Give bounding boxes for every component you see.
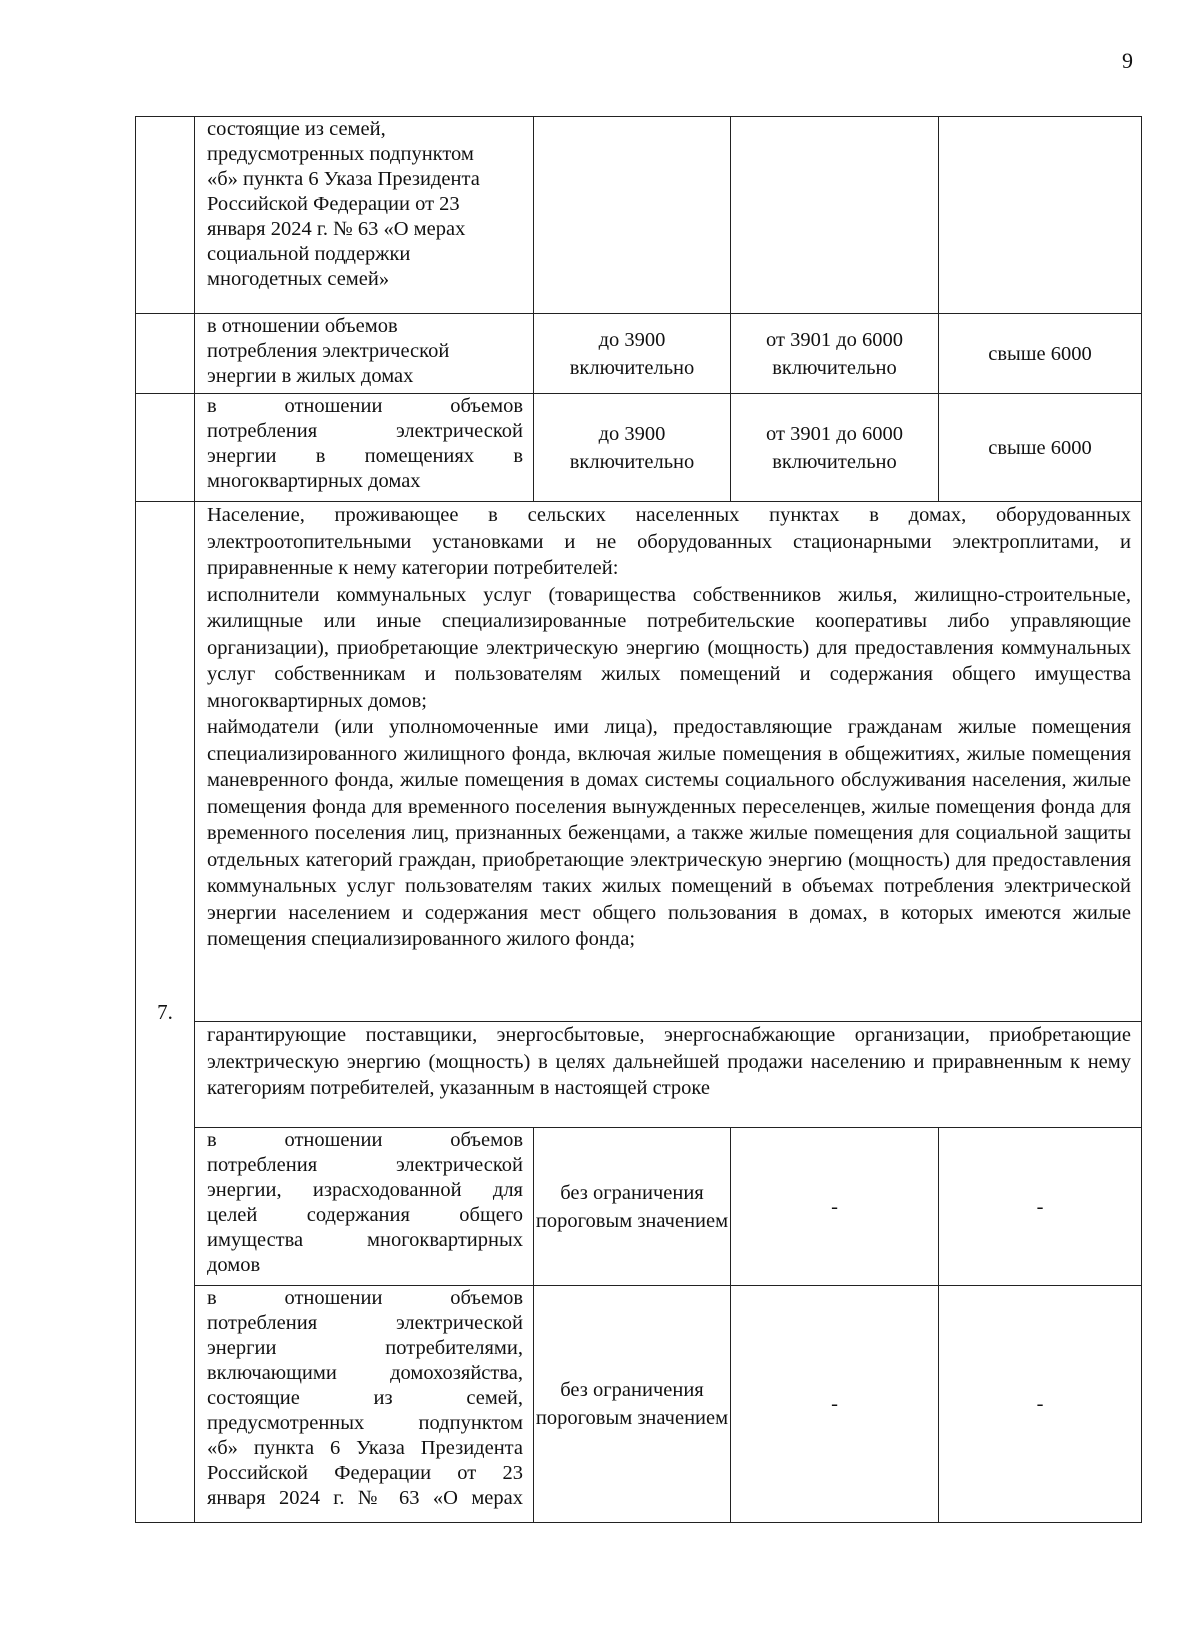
desc-line: многодетных семей» (207, 268, 390, 290)
page-number: 9 (1122, 48, 1133, 73)
threshold-range-2: - (731, 1286, 939, 1523)
category-description (195, 1286, 534, 1523)
desc-line: января 2024 г. № 63 «О мерах (207, 1487, 523, 1509)
desc-line: домов (207, 1254, 261, 1276)
category-paragraph: исполнители коммунальных услуг (товарищества собственников жилья, жилищно-строительные, жилищные или иные специализированные потребительские кооперативы либо управляющие организации), приобретающие электрическую энергию (мощность) для предоставления коммунальных услуг собственникам и пользователям жилых помещений и содержания общего имущества многоквартирных домов; (207, 583, 1131, 712)
desc-line: «б» пункта 6 Указа Президента (207, 168, 480, 190)
threshold-range-2: от 3901 до 6000 включительно (731, 394, 939, 502)
category-heading (195, 502, 1142, 1022)
category-description (195, 394, 534, 502)
desc-line: имущества многоквартирных (207, 1229, 523, 1251)
table-row (136, 1022, 1142, 1128)
desc-line: социальной поддержки (207, 243, 411, 265)
value-cell (731, 117, 939, 314)
desc-line: состоящие из семей, (207, 1387, 523, 1409)
desc-line: Российской Федерации от 23 (207, 1462, 523, 1484)
desc-line: энергии в жилых домах (207, 365, 414, 387)
threshold-range-1: без ограничения пороговым значением (534, 1128, 731, 1286)
desc-line: потребления электрической (207, 420, 523, 442)
threshold-range-1: без ограничения пороговым значением (534, 1286, 731, 1523)
table-row (136, 502, 1142, 1022)
value-cell (534, 117, 731, 314)
table-row (136, 117, 1142, 314)
threshold-range-2: от 3901 до 6000 включительно (731, 314, 939, 394)
category-description (195, 1128, 534, 1286)
table-row (136, 1286, 1142, 1523)
table-row (136, 394, 1142, 502)
desc-line: энергии в помещениях в (207, 445, 523, 467)
desc-line: целей содержания общего (207, 1204, 523, 1226)
table-row (136, 314, 1142, 394)
desc-line: предусмотренных подпунктом (207, 1412, 523, 1434)
desc-line: в отношении объемов (207, 1287, 523, 1309)
threshold-range-1: до 3900 включительно (534, 394, 731, 502)
desc-line: энергии, израсходованной для (207, 1179, 523, 1201)
suppliers-description (195, 1022, 1142, 1128)
desc-line: «б» пункта 6 Указа Президента (207, 1437, 523, 1459)
value-cell (939, 117, 1142, 314)
desc-line: потребления электрической (207, 1312, 523, 1334)
category-paragraph: наймодатели (или уполномоченные ими лица), предоставляющие гражданам жилые помещения специализированного жилищного фонда, включая жилые помещения в общежитиях, жилые помещения маневренного фонда, жилые помещения в домах системы социального обслуживания населения, жилые помещения фонда для временного поселения вынужденных переселенцев, жилые помещения фонда для временного поселения лиц, признанных беженцами, а также жилые помещения для социальной защиты отдельных категорий граждан, приобретающие электрическую энергию (мощность) для предоставления коммунальных услуг пользователям таких жилых помещений в объемах потребления электрической энергии населением и содержания мест общего пользования в домах, в которых имеются жилые помещения специализированного жилого фонда; (207, 716, 1131, 950)
desc-line: энергии потребителями, (207, 1337, 523, 1359)
threshold-range-1: до 3900 включительно (534, 314, 731, 394)
desc-line: потребления электрической (207, 340, 450, 362)
row-number-cell (136, 394, 195, 502)
threshold-range-3: - (939, 1286, 1142, 1523)
desc-line: состоящие из семей, (207, 118, 386, 140)
threshold-range-2: - (731, 1128, 939, 1286)
desc-line: в отношении объемов (207, 315, 398, 337)
threshold-range-3: свыше 6000 (939, 394, 1142, 502)
desc-line: января 2024 г. № 63 «О мерах (207, 218, 466, 240)
threshold-range-3: - (939, 1128, 1142, 1286)
desc-line: предусмотренных подпунктом (207, 143, 474, 165)
desc-line: в отношении объемов (207, 395, 523, 417)
tariff-table (135, 116, 1142, 1523)
row-number-cell (136, 314, 195, 394)
desc-line: в отношении объемов (207, 1129, 523, 1151)
row-number-cell (136, 117, 195, 314)
table-row (136, 1128, 1142, 1286)
desc-line: потребления электрической (207, 1154, 523, 1176)
category-description (195, 117, 534, 314)
category-description (195, 314, 534, 394)
desc-line: включающими домохозяйства, (207, 1362, 523, 1384)
desc-line: Российской Федерации от 23 (207, 193, 460, 215)
row-number: 7. (136, 502, 195, 1523)
threshold-range-3: свыше 6000 (939, 314, 1142, 394)
category-paragraph: гарантирующие поставщики, энергосбытовые, энергоснабжающие организации, приобретающие электрическую энергию (мощность) в целях дальнейшей продажи населению и приравненным к нему категориям потребителей, указанным в настоящей строке (207, 1024, 1131, 1099)
desc-line: многоквартирных домах (207, 470, 421, 492)
category-paragraph: Население, проживающее в сельских населенных пунктах в домах, оборудованных электроотопительными установками и не оборудованных стационарными электроплитами, и приравненные к нему категории потребителей: (207, 504, 1131, 579)
